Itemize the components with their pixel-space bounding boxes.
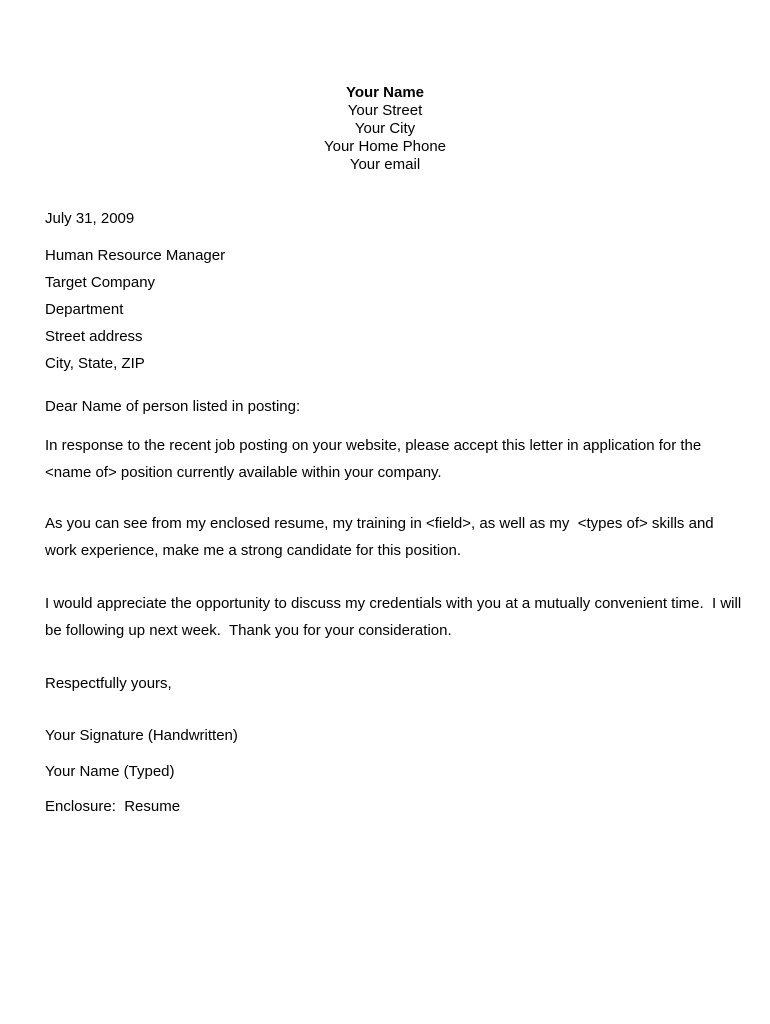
body-paragraph-1: In response to the recent job posting on your website, please accept this letter in application for the <name of> position currently available within your company. [45,437,706,481]
letter-date: July 31, 2009 [45,210,135,227]
enclosure-line: Enclosure: Resume [45,798,181,815]
recipient-company: Target Company [45,274,156,291]
recipient-city-state-zip: City, State, ZIP [45,355,145,372]
typed-name-line: Your Name (Typed) [45,763,175,780]
recipient-street: Street address [45,328,143,345]
sender-header [0,84,770,174]
sender-street: Your Street [347,102,423,119]
sender-phone: Your Home Phone [323,138,447,155]
letter-body [0,205,770,820]
signature-line: Your Signature (Handwritten) [45,727,238,744]
salutation: Dear Name of person listed in posting: [45,398,301,415]
sender-name: Your Name [345,84,425,101]
closing-line: Respectfully yours, [45,675,172,692]
body-paragraph-2: As you can see from my enclosed resume, my training in <field>, as well as my <types of> skills and work experience, make me a strong candidate for this position. [45,515,718,559]
sender-city: Your City [354,120,416,137]
body-paragraph-3: I would appreciate the opportunity to discuss my credentials with you at a mutually convenient time. I will be following up next week. Thank you for your consideration. [45,595,746,639]
recipient-department: Department [45,301,124,318]
sender-email: Your email [349,156,421,173]
recipient-title: Human Resource Manager [45,247,226,264]
recipient-block [45,242,745,377]
